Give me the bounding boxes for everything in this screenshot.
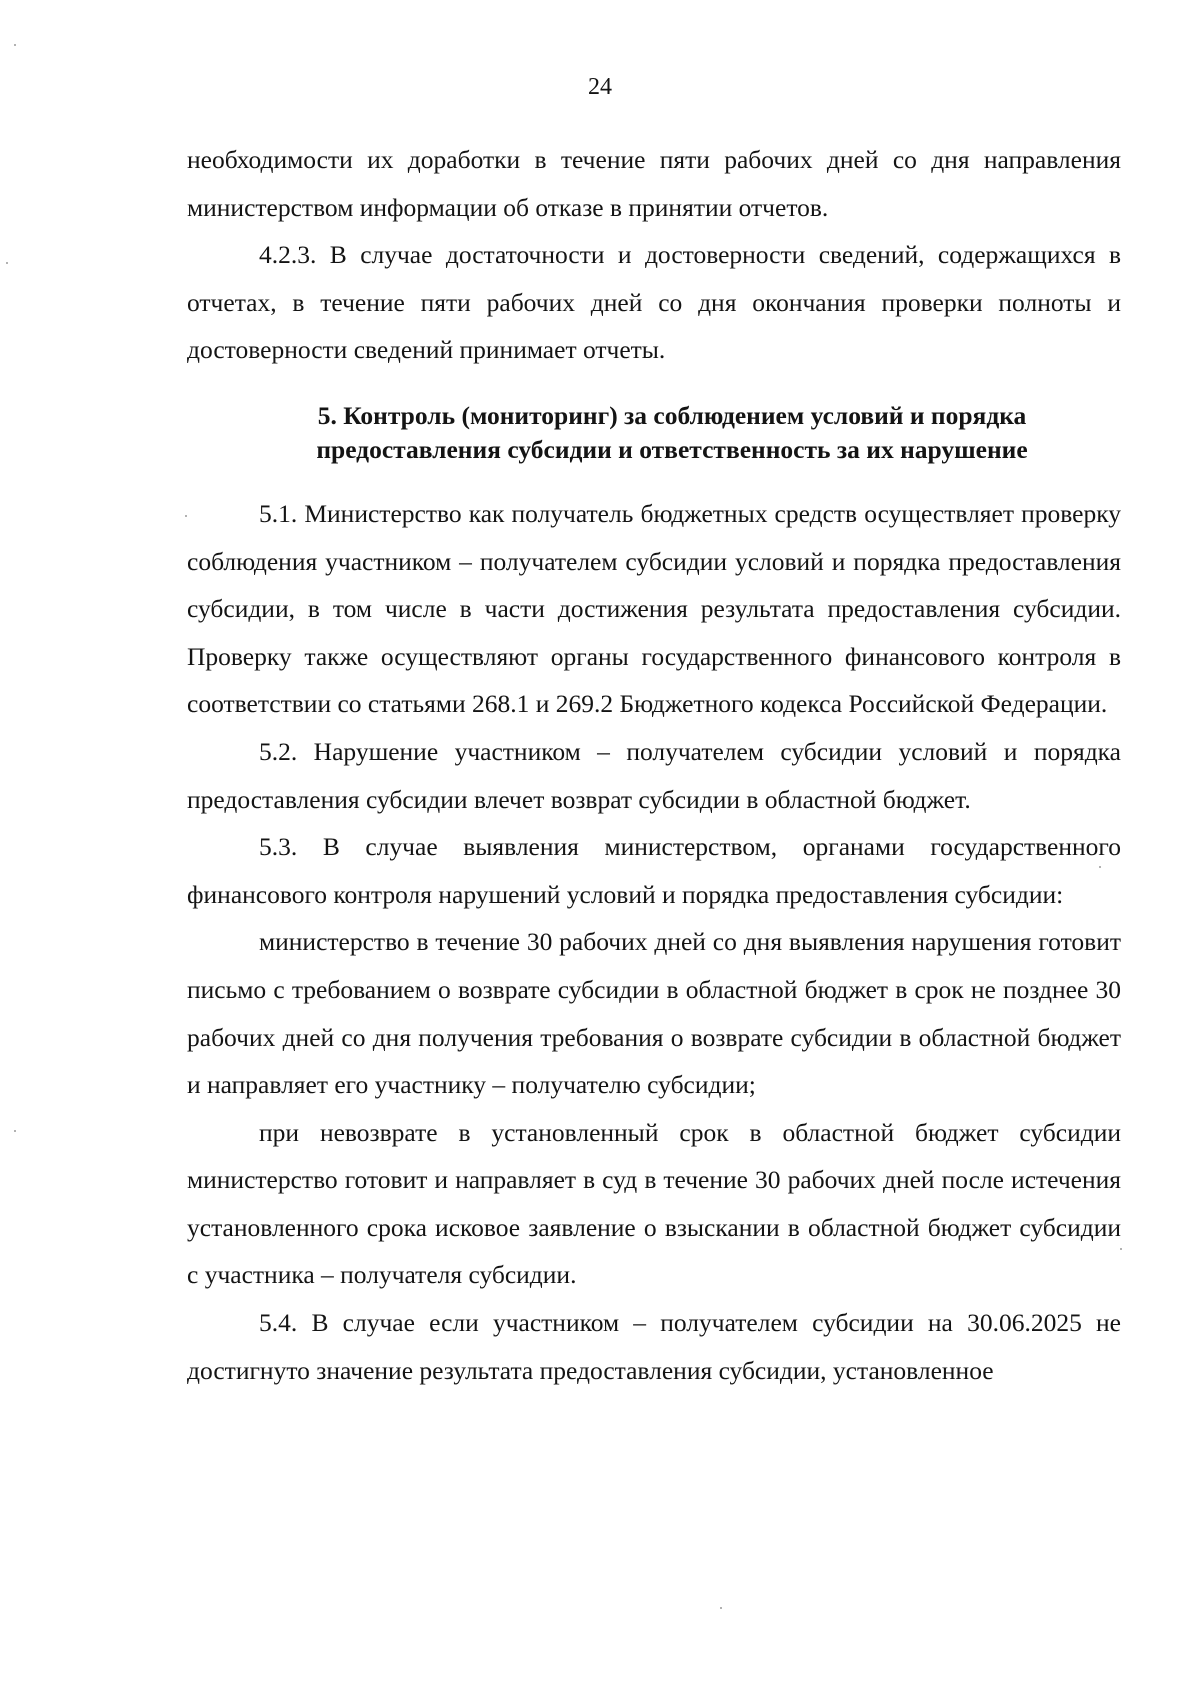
document-body — [187, 136, 1121, 1394]
section-heading — [187, 399, 1121, 467]
section-heading-line-2: предоставления субсидии и ответственность за их нарушение — [316, 434, 1028, 464]
paragraph-continuation: необходимости их доработки в течение пяти рабочих дней со дня направления министерством информации об отказе в принятии отчетов. — [187, 145, 1121, 222]
page-number: 24 — [588, 74, 612, 100]
paragraph-5-1: 5.1. Министерство как получатель бюджетных средств осуществляет проверку соблюдения участником – получателем субсидии условий и порядка предоставления субсидии, в том числе в части достижения результата предоставления субсидии. Проверку также осуществляют органы государственного финансового контроля в соответствии со статьями 268.1 и 269.2 Бюджетного кодекса Российской Федерации. — [187, 498, 1121, 719]
section-heading-line-1: 5. Контроль (мониторинг) за соблюдением условий и порядка — [317, 400, 1027, 430]
paragraph-5-4: 5.4. В случае если участником – получателем субсидии на 30.06.2025 не достигнуто значение результата предоставления субсидии, установленное — [187, 1308, 1121, 1385]
paragraph-5-3-item-2: при невозврате в установленный срок в областной бюджет субсидии министерство готовит и направляет в суд в течение 30 рабочих дней после истечения установленного срока исковое заявление о взыскании в областной бюджет субсидии с участника – получателя субсидии. — [187, 1117, 1121, 1290]
paragraph-4-2-3: 4.2.3. В случае достаточности и достоверности сведений, содержащихся в отчетах, в течение пяти рабочих дней со дня окончания проверки полноты и достоверности сведений принимает отчеты. — [187, 240, 1121, 365]
paragraph-5-3-item-1: министерство в течение 30 рабочих дней со дня выявления нарушения готовит письмо с требованием о возврате субсидии в областной бюджет в срок не позднее 30 рабочих дней со дня получения требования о возврате субсидии в областной бюджет и направляет его участнику – получателю субсидии; — [187, 927, 1121, 1100]
paragraph-5-3: 5.3. В случае выявления министерством, органами государственного финансового контроля нарушений условий и порядка предоставления субсидии: — [187, 832, 1121, 909]
paragraph-5-2: 5.2. Нарушение участником – получателем субсидии условий и порядка предоставления субсидии влечет возврат субсидии в областной бюджет. — [187, 736, 1121, 814]
